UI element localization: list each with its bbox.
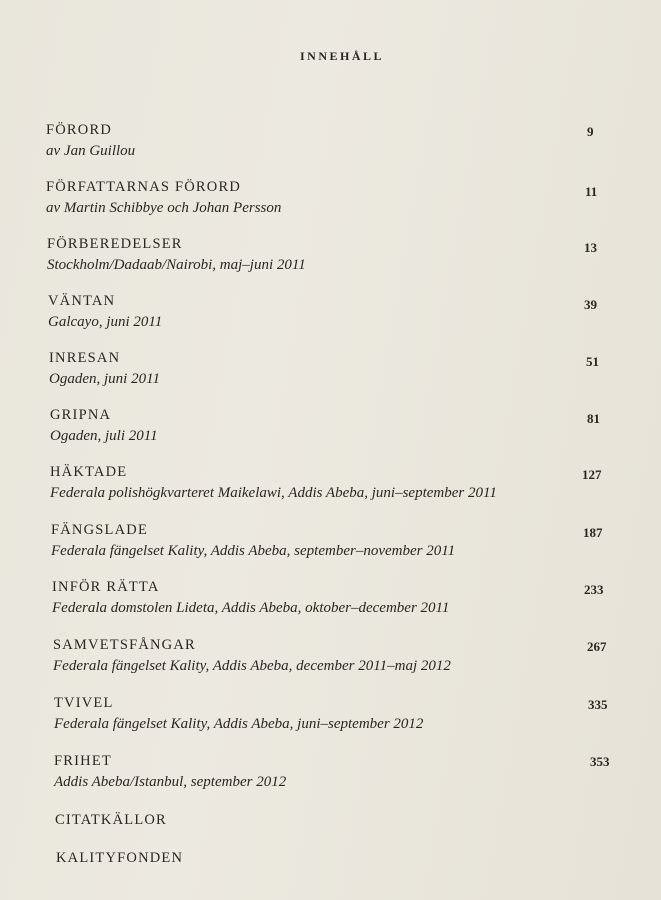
entry-title: KALITYFONDEN [56, 850, 184, 866]
entry-subtitle: Federala polishögkvarteret Maikelawi, Addis Abeba, juni–september 2011 [50, 485, 497, 501]
entry-title: FÖRFATTARNAS FÖRORD [46, 179, 242, 195]
entry-subtitle: Ogaden, juni 2011 [49, 371, 160, 387]
toc-entry-infor-ratta [0, 579, 661, 623]
entry-subtitle: Stockholm/Dadaab/Nairobi, maj–juni 2011 [47, 257, 306, 273]
toc-entry-forberedelser [0, 236, 661, 280]
entry-title: VÄNTAN [48, 293, 116, 309]
entry-title: FÄNGSLADE [51, 522, 148, 538]
entry-title: FRIHET [54, 753, 112, 769]
entry-page-number: 81 [587, 411, 600, 426]
entry-page-number: 127 [582, 467, 602, 482]
toc-entry-frihet [0, 753, 661, 797]
toc-entry-forord [0, 122, 661, 166]
entry-title: GRIPNA [50, 407, 112, 423]
entry-title: CITATKÄLLOR [55, 812, 167, 828]
entry-page-number: 335 [588, 697, 608, 712]
toc-entry-forfattarnas-forord [0, 179, 661, 223]
entry-subtitle: Federala domstolen Lideta, Addis Abeba, oktober–december 2011 [52, 600, 450, 616]
entry-subtitle: Federala fängelset Kality, Addis Abeba, december 2011–maj 2012 [53, 658, 451, 674]
entry-page-number: 9 [587, 124, 594, 139]
toc-heading: INNEHÅLL [299, 49, 384, 63]
entry-subtitle: Federala fängelset Kality, Addis Abeba, september–november 2011 [51, 543, 456, 559]
toc-entry-inresan [0, 350, 661, 394]
entry-page-number: 353 [590, 754, 610, 769]
entry-subtitle: av Martin Schibbye och Johan Persson [46, 200, 282, 216]
toc-entry-fangslade [0, 522, 661, 566]
entry-page-number: 267 [587, 639, 607, 654]
toc-entry-kalityfonden [0, 850, 661, 872]
entry-title: INFÖR RÄTTA [52, 579, 160, 595]
entry-title: FÖRBEREDELSER [47, 236, 183, 252]
entry-subtitle: Federala fängelset Kality, Addis Abeba, juni–september 2012 [54, 716, 424, 732]
entry-title: SAMVETSFÅNGAR [53, 637, 196, 653]
toc-entry-gripna [0, 407, 661, 451]
entry-subtitle: av Jan Guillou [46, 143, 136, 159]
entry-title: INRESAN [49, 350, 121, 366]
toc-entry-citatkallor [0, 812, 661, 834]
toc-entry-haktade [0, 464, 661, 508]
entry-page-number: 13 [584, 240, 597, 255]
entry-page-number: 11 [585, 184, 598, 199]
entry-title: FÖRORD [46, 122, 113, 138]
entry-subtitle: Addis Abeba/Istanbul, september 2012 [54, 774, 287, 790]
entry-page-number: 187 [583, 525, 603, 540]
entry-subtitle: Ogaden, juli 2011 [50, 428, 158, 444]
toc-entry-samvetsfangar [0, 637, 661, 681]
entry-subtitle: Galcayo, juni 2011 [48, 314, 163, 330]
entry-page-number: 39 [584, 297, 597, 312]
entry-title: HÄKTADE [50, 464, 128, 480]
entry-title: TVIVEL [54, 695, 114, 711]
entry-page-number: 51 [586, 354, 599, 369]
toc-entry-vantan [0, 293, 661, 337]
entry-page-number: 233 [584, 582, 604, 597]
toc-entry-tvivel [0, 695, 661, 739]
